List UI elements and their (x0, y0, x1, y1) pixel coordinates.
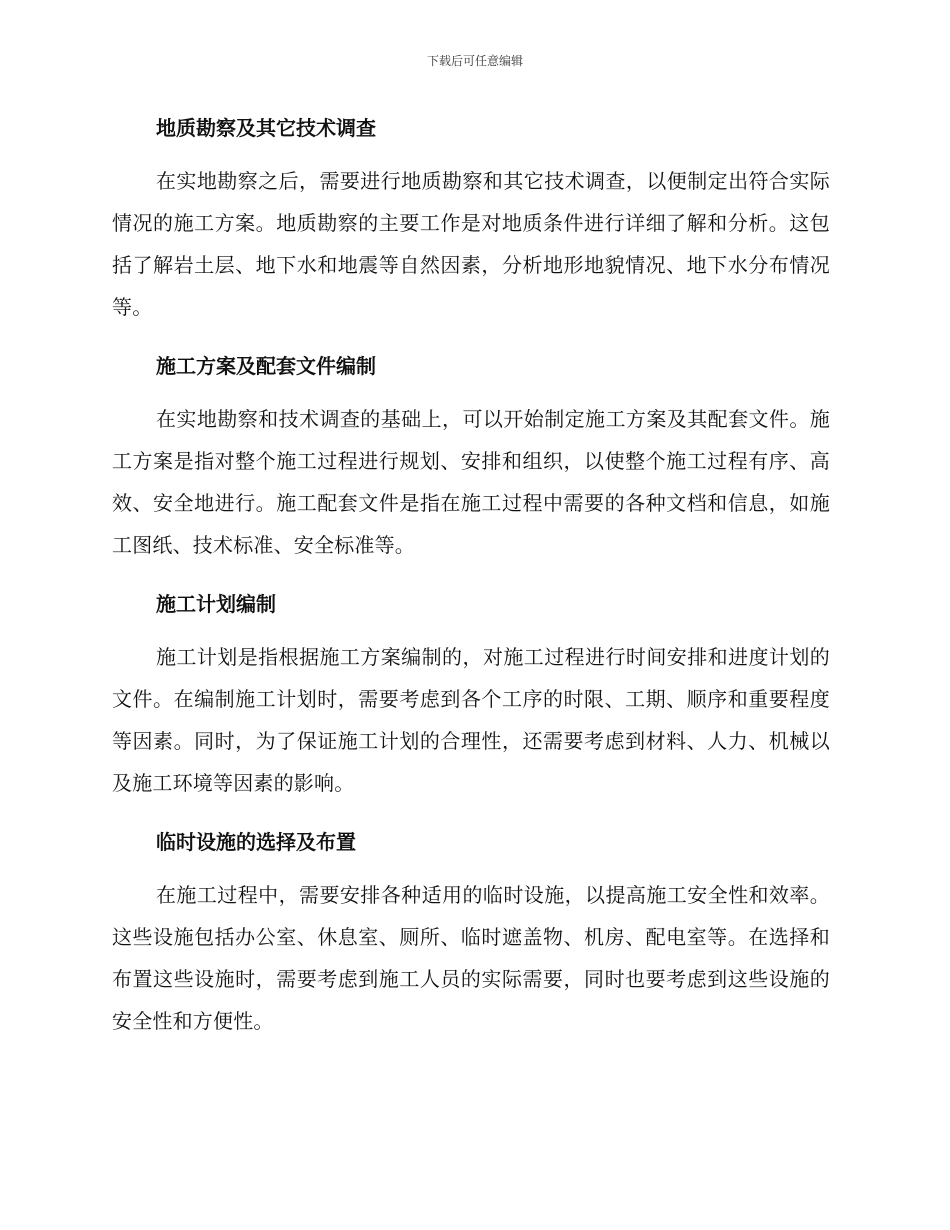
section-heading: 施工方案及配套文件编制 (156, 354, 376, 378)
section-construction-plan-documents (112, 346, 830, 566)
section-paragraph: 在实地勘察和技术调查的基础上，可以开始制定施工方案及其配套文件。施工方案是指对整个施工过程进行规划、安排和组织，以使整个施工过程有序、高效、安全地进行。施工配套文件是指在施工过程中需要的各种文档和信息，如施工图纸、技术标准、安全标准等。 (112, 407, 830, 557)
section-heading: 地质勘察及其它技术调查 (156, 116, 376, 140)
section-temporary-facilities (112, 822, 830, 1042)
section-heading: 施工计划编制 (156, 592, 276, 616)
section-geological-survey (112, 108, 830, 328)
section-construction-schedule (112, 584, 830, 804)
section-heading: 临时设施的选择及布置 (156, 830, 356, 854)
section-paragraph: 在实地勘察之后，需要进行地质勘察和其它技术调查，以便制定出符合实际情况的施工方案。地质勘察的主要工作是对地质条件进行详细了解和分析。这包括了解岩土层、地下水和地震等自然因素，分析地形地貌情况、地下水分布情况等。 (112, 169, 830, 319)
section-paragraph: 施工计划是指根据施工方案编制的，对施工过程进行时间安排和进度计划的文件。在编制施工计划时，需要考虑到各个工序的时限、工期、顺序和重要程度等因素。同时，为了保证施工计划的合理性，还需要考虑到材料、人力、机械以及施工环境等因素的影响。 (112, 645, 830, 795)
document-content (112, 108, 830, 1060)
section-paragraph: 在施工过程中，需要安排各种适用的临时设施，以提高施工安全性和效率。这些设施包括办公室、休息室、厕所、临时遮盖物、机房、配电室等。在选择和布置这些设施时，需要考虑到施工人员的实际需要，同时也要考虑到这些设施的安全性和方便性。 (112, 883, 830, 1033)
page-header: 下载后可任意编辑 (426, 54, 523, 68)
